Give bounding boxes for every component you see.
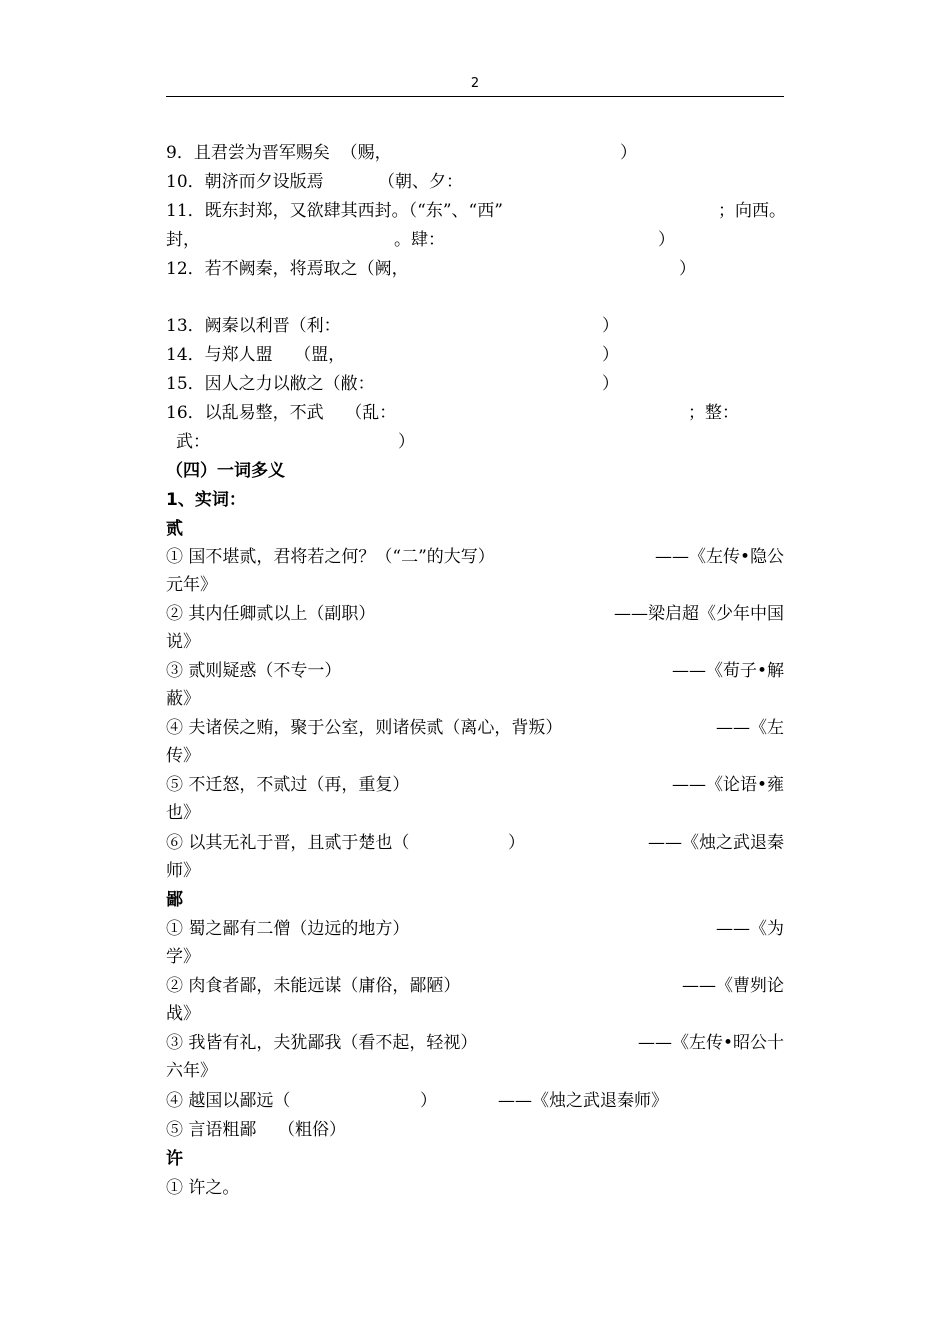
source-citation-cont: 传》 (166, 746, 200, 766)
source-citation: ——《烛之武退秦 (648, 833, 784, 853)
source-citation: ——梁启超《少年中国 (614, 604, 784, 624)
source-citation-cont: 也》 (166, 803, 200, 823)
source-citation: ——《曹刿论 (682, 976, 784, 996)
word-heading-er: 贰 (166, 519, 183, 539)
blank-close: ） (602, 345, 619, 365)
definition-text: ① 国不堪贰，君将若之何？（“二”的大写） (166, 547, 495, 567)
source-citation: ——《论语•雍 (671, 775, 784, 795)
source-citation: ——《左传•昭公十 (637, 1033, 784, 1053)
exercise-text: 14．与郑人盟 （盟， (166, 345, 346, 365)
exercise-text: 16．以乱易整，不武 （乱： (166, 403, 397, 423)
source-citation-cont: 蔽》 (166, 689, 200, 709)
word-heading-xu: 许 (166, 1149, 183, 1169)
word-heading-bi: 鄙 (166, 890, 183, 910)
section-title: （四）一词多义 (166, 461, 285, 481)
exercise-hint: （朝、夕： (378, 172, 463, 192)
exercise-text: 封， (166, 230, 200, 250)
source-citation-cont: 元年》 (166, 575, 217, 595)
definition-text: ④ 夫诸侯之贿，聚于公室，则诸侯贰（离心，背叛） (166, 718, 563, 738)
definition-text: ⑤ 不迁怒，不贰过（再，重复） (166, 775, 410, 795)
definition-text: ② 肉食者鄙，未能远谋（庸俗，鄙陋） (166, 976, 461, 996)
definition-text: ② 其内任卿贰以上（副职） (166, 604, 376, 624)
blank-close: ） (620, 143, 637, 163)
definition-text: ⑤ 言语粗鄙 （粗俗） (166, 1120, 347, 1140)
blank-close: ） (602, 374, 619, 394)
source-citation-cont: 说》 (166, 632, 200, 652)
definition-text: ④ 越国以鄙远（ (166, 1091, 291, 1111)
blank-close: ） (602, 316, 619, 336)
exercise-text: 12．若不阙秦，将焉取之（阙， (166, 259, 409, 279)
source-citation-cont: 学》 (166, 947, 200, 967)
exercise-hint: ；整： (688, 403, 739, 423)
definition-text: ① 许之。 (166, 1178, 240, 1198)
exercise-text: 10．朝济而夕设版焉 (166, 172, 324, 192)
source-citation: ——《左 (716, 718, 784, 738)
definition-text: ③ 贰则疑惑（不专一） (166, 661, 342, 681)
header-rule (166, 96, 784, 97)
source-citation-cont: 师》 (166, 861, 200, 881)
blank-close: ） (508, 833, 525, 853)
source-citation: ——《荀子•解 (671, 661, 784, 681)
page-number: 2 (470, 76, 480, 91)
blank-close: ） (398, 432, 415, 452)
source-citation-cont: 六年》 (166, 1061, 217, 1081)
source-citation: ——《烛之武退秦师》 (498, 1091, 668, 1111)
exercise-hint: ；向西。 (718, 201, 786, 221)
blank-close: ） (420, 1091, 437, 1111)
subsection-title: 1、实词： (166, 490, 246, 510)
blank-close: ） (679, 259, 696, 279)
exercise-hint: 武： (176, 432, 210, 452)
exercise-text: 9．且君尝为晋军赐矣 （赐， (166, 143, 392, 163)
exercise-text: 11．既东封郑，又欲肆其西封。（“东”、“西” (166, 201, 503, 221)
source-citation: ——《左传•隐公 (654, 547, 784, 567)
definition-text: ③ 我皆有礼，夫犹鄙我（看不起，轻视） (166, 1033, 478, 1053)
exercise-text: 13．阙秦以利晋（利： (166, 316, 341, 336)
source-citation: ——《为 (716, 919, 784, 939)
exercise-hint: 。肆： (394, 230, 445, 250)
source-citation-cont: 战》 (166, 1004, 200, 1024)
definition-text: ⑥ 以其无礼于晋，且贰于楚也（ (166, 833, 410, 853)
exercise-text: 15．因人之力以敝之（敝： (166, 374, 375, 394)
blank-close: ） (658, 230, 675, 250)
definition-text: ① 蜀之鄙有二僧（边远的地方） (166, 919, 410, 939)
